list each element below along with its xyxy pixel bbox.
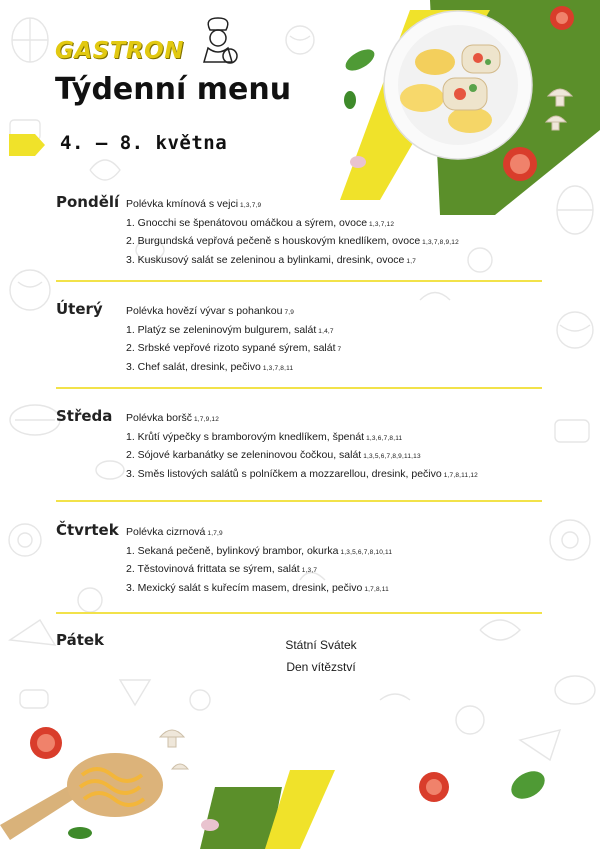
meal-text: 1. Krůtí výpečky s bramborovým knedlíkem, špenát [126, 430, 365, 443]
pasta-spoon-icon [0, 753, 163, 840]
meal-text: 1. Sekaná pečeně, bylinkový brambor, okurka [126, 544, 339, 557]
soup-text: Polévka hovězí vývar s pohankou [126, 305, 283, 317]
chef-mascot-icon [196, 16, 240, 66]
soup-text: Polévka cizrnová [126, 526, 206, 538]
date-arrow-icon [9, 134, 45, 156]
meal-text: 2. Srbské vepřové rizoto sypané sýrem, salát [126, 342, 336, 354]
date-range: 4. – 8. května [60, 132, 228, 154]
day-name: Středa [56, 407, 113, 425]
section-divider [56, 387, 542, 389]
soup-text: Polévka kmínová s vejci [126, 198, 239, 210]
allergen-codes: 1,7,9,12 [193, 416, 220, 423]
meal-line [126, 339, 341, 358]
meal-text: 2. Těstovinová frittata se sýrem, salát [126, 563, 300, 575]
holiday-line: Státní Svátek [285, 638, 357, 652]
day-name: Čtvrtek [56, 521, 119, 539]
top-decoration [310, 0, 600, 215]
allergen-codes: 1,3,7,9 [240, 202, 262, 209]
allergen-codes: 1,3,6,7,8,11 [366, 434, 403, 442]
soup-line [126, 302, 341, 321]
meal-line [126, 232, 459, 251]
allergen-codes: 1,3,7,12 [369, 220, 395, 228]
allergen-codes: 1,7,9 [207, 530, 223, 537]
meal-text: 3. Mexický salát s kuřecím masem, dresink, pečivo [126, 581, 363, 594]
meal-line [126, 321, 341, 340]
section-divider [56, 612, 542, 614]
meal-line [126, 465, 478, 484]
allergen-codes: 1,4,7 [318, 327, 334, 335]
meal-line [126, 560, 392, 579]
meal-line [126, 214, 459, 233]
soup-line [126, 409, 478, 428]
soup-text: Polévka boršč [126, 412, 192, 424]
meal-text: 2. Sójové karbanátky se zeleninovou čočkou, salát [126, 449, 362, 461]
allergen-codes: 1,7,8,11,12 [443, 471, 478, 479]
menu-items [126, 302, 341, 376]
section-divider [56, 500, 542, 502]
allergen-codes: 1,7 [406, 257, 417, 265]
meal-line [126, 251, 459, 270]
allergen-codes: 1,3,5,6,7,8,9,11,13 [363, 453, 421, 460]
allergen-codes: 1,3,7,8,9,12 [422, 239, 459, 246]
meal-text: 2. Burgundská vepřová pečeně s houskovým knedlíkem, ovoce [126, 235, 421, 247]
holiday-notice [268, 634, 374, 678]
mushroom-icon [160, 730, 188, 769]
menu-items [126, 409, 478, 483]
meal-line [126, 446, 478, 465]
allergen-codes: 7 [337, 346, 342, 353]
holiday-line: Den vítězství [286, 660, 356, 674]
meal-line [126, 579, 392, 598]
page-title: Týdenní menu [55, 72, 292, 107]
meal-line [126, 428, 478, 447]
allergen-codes: 1,7,8,11 [364, 585, 389, 593]
allergen-codes: 1,3,5,6,7,8,10,11 [340, 548, 393, 556]
meal-text: 3. Směs listových salátů s polníčkem a mozzarellou, dresink, pečivo [126, 467, 442, 480]
garlic-icon [350, 156, 366, 168]
allergen-codes: 7,9 [284, 309, 295, 316]
section-divider [56, 280, 542, 282]
soup-line [126, 195, 459, 214]
meal-text: 1. Gnocchi se špenátovou omáčkou a sýrem, ovoce [126, 216, 368, 229]
menu-items [126, 523, 392, 597]
plated-dish-icon [384, 11, 532, 159]
day-name: Pondělí [56, 193, 120, 211]
meal-line [126, 358, 341, 377]
meal-text: 3. Chef salát, dresink, pečivo [126, 360, 261, 373]
allergen-codes: 1,3,7,8,11 [262, 364, 294, 372]
meal-text: 1. Platýz se zeleninovým bulgurem, salát [126, 323, 317, 336]
bottom-decoration [0, 715, 600, 849]
allergen-codes: 1,3,7 [301, 567, 318, 574]
meal-text: 3. Kuskusový salát se zeleninou a bylinkami, dresink, ovoce [126, 253, 405, 266]
day-name: Úterý [56, 300, 103, 318]
garlic-icon [201, 819, 219, 831]
day-name: Pátek [56, 631, 105, 649]
basil-leaf-icon [342, 45, 378, 109]
menu-items [126, 195, 459, 269]
brand-logo: GASTRON [55, 38, 184, 64]
meal-line [126, 542, 392, 561]
soup-line [126, 523, 392, 542]
